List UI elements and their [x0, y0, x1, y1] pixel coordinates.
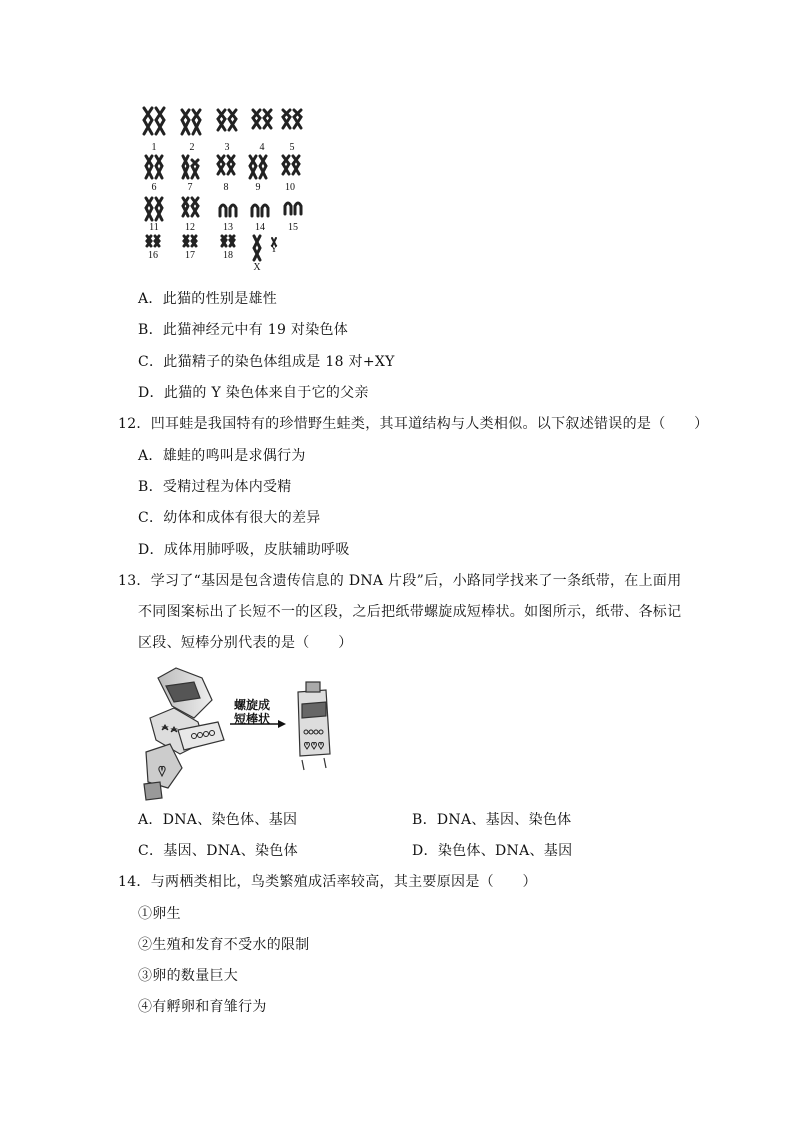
- karyotype-figure: [140, 104, 320, 274]
- chromosome-number: 1: [151, 142, 157, 153]
- q14-item-3: ③卵的数量巨大: [138, 968, 239, 984]
- q14-item-4: ④有孵卵和育雏行为: [138, 999, 267, 1015]
- chromosome-number: 2: [189, 142, 195, 153]
- q13-option-a: A．DNA、染色体、基因: [138, 812, 298, 828]
- chromosome-number: 9: [255, 182, 261, 193]
- chromosome-number: 11: [149, 222, 159, 233]
- chromosome-number: 6: [151, 182, 157, 193]
- chromosome-number: 12: [185, 222, 195, 233]
- q11-option-c: C．此猫精子的染色体组成是 18 对+XY: [138, 354, 395, 370]
- paper-strip-figure: [138, 660, 358, 805]
- chromosome-label-y: Y: [270, 244, 278, 255]
- chromosome-number: 18: [223, 250, 233, 261]
- q14-stem: 14．与两栖类相比，鸟类繁殖成活率较高，其主要原因是（ ）: [118, 874, 537, 890]
- chromosome-number: 14: [255, 222, 265, 233]
- q13-option-c: C．基因、DNA、染色体: [138, 843, 298, 859]
- q12-option-a: A．雄蛙的鸣叫是求偶行为: [138, 448, 306, 464]
- chromosome-number: 10: [285, 182, 295, 193]
- chromosome-number: 16: [148, 250, 158, 261]
- q11-option-d: D．此猫的 Y 染色体来自于它的父亲: [138, 385, 369, 401]
- chromosome-number: 15: [288, 222, 298, 233]
- chromosome-number: 3: [224, 142, 230, 153]
- q11-option-b: B．此猫神经元中有 19 对染色体: [138, 322, 349, 338]
- q12-stem: 12．凹耳蛙是我国特有的珍惜野生蛙类，其耳道结构与人类相似。以下叙述错误的是（ ）: [118, 416, 709, 432]
- chromosome-number: 7: [187, 182, 193, 193]
- q12-option-b: B．受精过程为体内受精: [138, 479, 292, 495]
- q13-stem-line1: 13．学习了“基因是包含遗传信息的 DNA 片段”后，小路同学找来了一条纸带，在上面用: [118, 573, 682, 589]
- chromosome-number: 13: [223, 222, 233, 233]
- chromosome-number: 4: [259, 142, 265, 153]
- chromosome-number: 5: [289, 142, 295, 153]
- figure-label-line2: 短棒状: [234, 712, 271, 726]
- chromosome-label-x: X: [253, 262, 261, 273]
- q14-item-2: ②生殖和发育不受水的限制: [138, 937, 310, 953]
- q13-stem-line3: 区段、短棒分别代表的是（ ）: [138, 635, 353, 651]
- q13-option-b: B．DNA、基因、染色体: [412, 812, 572, 828]
- q11-option-a: A．此猫的性别是雄性: [138, 291, 278, 307]
- paper-strip-illustration: [138, 660, 358, 805]
- q14-item-1: ①卵生: [138, 906, 181, 922]
- chromosome-number: 8: [223, 182, 229, 193]
- chromosome-number: 17: [185, 250, 195, 261]
- q12-option-d: D．成体用肺呼吸，皮肤辅助呼吸: [138, 542, 350, 558]
- figure-label-line1: 螺旋成: [234, 698, 271, 712]
- q13-option-d: D．染色体、DNA、基因: [412, 843, 573, 859]
- q12-option-c: C．幼体和成体有很大的差异: [138, 510, 321, 526]
- q13-stem-line2: 不同图案标出了长短不一的区段，之后把纸带螺旋成短棒状。如图所示，纸带、各标记: [138, 604, 682, 620]
